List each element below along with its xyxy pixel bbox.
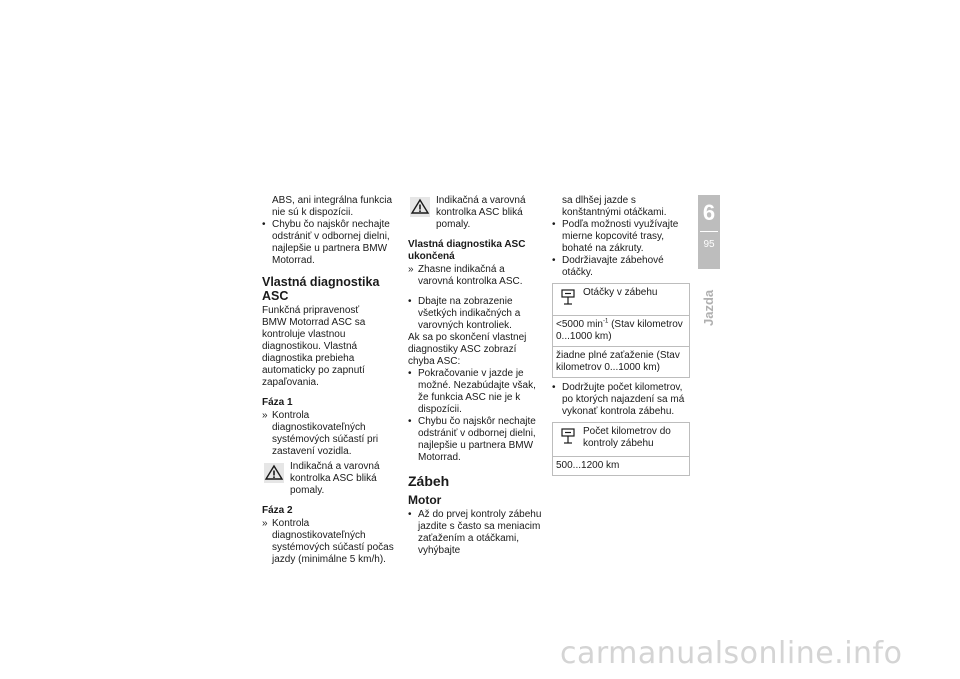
- instruction-marker: »: [408, 264, 414, 275]
- section-heading-break-in: Zábeh: [408, 473, 450, 489]
- rpm-limit-note: (Stav kilometrov 0...1000 km): [556, 319, 683, 342]
- intro-text: BMW Motorrad ASC sa kontroluje vlastnou diagnostikou. Vlastná diagnostika prebieha automaticky po zapnutí zapaľovania.: [262, 317, 366, 388]
- continued-text: ABS, ani integrálna funkcia nie sú k dispozícii.: [272, 195, 393, 218]
- chapter-side-label: Jazda: [701, 289, 716, 326]
- chapter-number: 6: [702, 200, 716, 225]
- page-number: 95: [703, 239, 715, 250]
- rpm-unit-exponent: -1: [602, 318, 609, 325]
- list-item-text: Chybu čo najskôr nechajte odstrániť v odbornej dielni, najlepšie u partnera BMW Motorrad.: [272, 219, 390, 266]
- warning-text: Indikačná a varovná kontrolka ASC bliká pomaly.: [290, 461, 380, 496]
- list-item-text: Pokračovanie v jazde je možné. Nezabúdajte však, že funkcia ASC nie je k dispozícii.: [418, 368, 536, 415]
- bullet-marker: •: [408, 368, 412, 379]
- warning-triangle-icon: [264, 463, 284, 483]
- chapter-tab: [698, 195, 720, 269]
- phase-1-heading: Fáza 1: [262, 397, 293, 408]
- spec-table-row: žiadne plné zaťaženie (Stav kilometrov 0...1000 km): [553, 346, 689, 377]
- instruction-item: [408, 264, 542, 288]
- instruction-marker: »: [262, 410, 268, 421]
- spec-table-break-in-rpm: [552, 283, 690, 378]
- engine-speed-icon: [561, 289, 575, 307]
- spec-table-header: [553, 423, 689, 456]
- phase-2-heading: Fáza 2: [262, 505, 293, 516]
- spec-table-row: 500...1200 km: [553, 456, 689, 475]
- bullet-marker: •: [552, 382, 556, 393]
- list-item: [552, 255, 690, 279]
- subsection-heading-engine: Motor: [408, 493, 442, 507]
- error-intro: Ak sa po skončení vlastnej diagnostiky ASC zobrazí chyba ASC:: [408, 332, 527, 367]
- list-item: [408, 368, 542, 416]
- list-item-text: Dodržujte počet kilometrov, po ktorých najazdení sa má vykonať kontrola zábehu.: [562, 382, 685, 417]
- spec-table-header-text: Otáčky v zábehu: [583, 287, 658, 298]
- column-1: [262, 195, 394, 566]
- list-item-text: Chybu čo najskôr nechajte odstrániť v odbornej dielni, najlepšie u partnera BMW Motorrad.: [418, 416, 536, 463]
- bullet-marker: •: [552, 255, 556, 266]
- list-item-text: Dodržiavajte zábehové otáčky.: [562, 255, 664, 278]
- warning-triangle-icon: [410, 197, 430, 217]
- bullet-marker: •: [408, 296, 412, 307]
- list-item: [408, 509, 542, 557]
- list-item-text: Až do prvej kontroly zábehu jazdite s často sa meniacim zaťažením a otáčkami, vyhýbajte: [418, 509, 542, 556]
- site-watermark: carmanualsonline.info: [560, 636, 903, 671]
- list-item: [408, 296, 542, 332]
- instruction-item: [262, 410, 394, 458]
- warning-text: Indikačná a varovná kontrolka ASC bliká pomaly.: [436, 195, 526, 230]
- bullet-marker: •: [408, 416, 412, 427]
- instruction-text: Kontrola diagnostikovateľných systémových súčastí pri zastavení vozidla.: [272, 410, 379, 457]
- column-2: [408, 195, 542, 557]
- instruction-text: Kontrola diagnostikovateľných systémových súčastí počas jazdy (minimálne 5 km/h).: [272, 518, 394, 565]
- list-item: [552, 219, 690, 255]
- continued-text: sa dlhšej jazde s konštantnými otáčkami.: [562, 195, 667, 218]
- list-item: [552, 382, 690, 418]
- list-item: [262, 219, 394, 267]
- list-item: [408, 416, 542, 464]
- bullet-marker: •: [262, 219, 266, 230]
- service-interval-icon: [561, 428, 575, 446]
- instruction-item: [262, 518, 394, 566]
- spec-table-header: [553, 284, 689, 315]
- warning-note: [262, 461, 394, 497]
- bullet-marker: •: [408, 509, 412, 520]
- list-item-text: Dbajte na zobrazenie všetkých indikačných a varovných kontroliek.: [418, 296, 521, 331]
- intro-line: Funkčná pripravenosť: [262, 305, 360, 316]
- instruction-text: Zhasne indikačná a varovná kontrolka ASC.: [418, 264, 523, 287]
- spec-table-header-text: Počet kilometrov do kontroly zábehu: [583, 426, 671, 449]
- warning-note: [408, 195, 542, 231]
- column-3: [552, 195, 690, 480]
- list-item-text: Podľa možnosti využívajte mierne kopcovité trasy, bohaté na zákruty.: [562, 219, 679, 254]
- section-heading-asc-diagnostics: Vlastná diagnostika ASC: [262, 275, 380, 303]
- chapter-tab-divider: [700, 231, 718, 232]
- bullet-marker: •: [552, 219, 556, 230]
- diagnostics-complete-heading: Vlastná diagnostika ASC ukončená: [408, 239, 526, 262]
- spec-table-break-in-distance: [552, 422, 690, 476]
- rpm-limit-value: <5000 min: [556, 319, 603, 330]
- spec-table-row: [553, 315, 689, 346]
- instruction-marker: »: [262, 518, 268, 529]
